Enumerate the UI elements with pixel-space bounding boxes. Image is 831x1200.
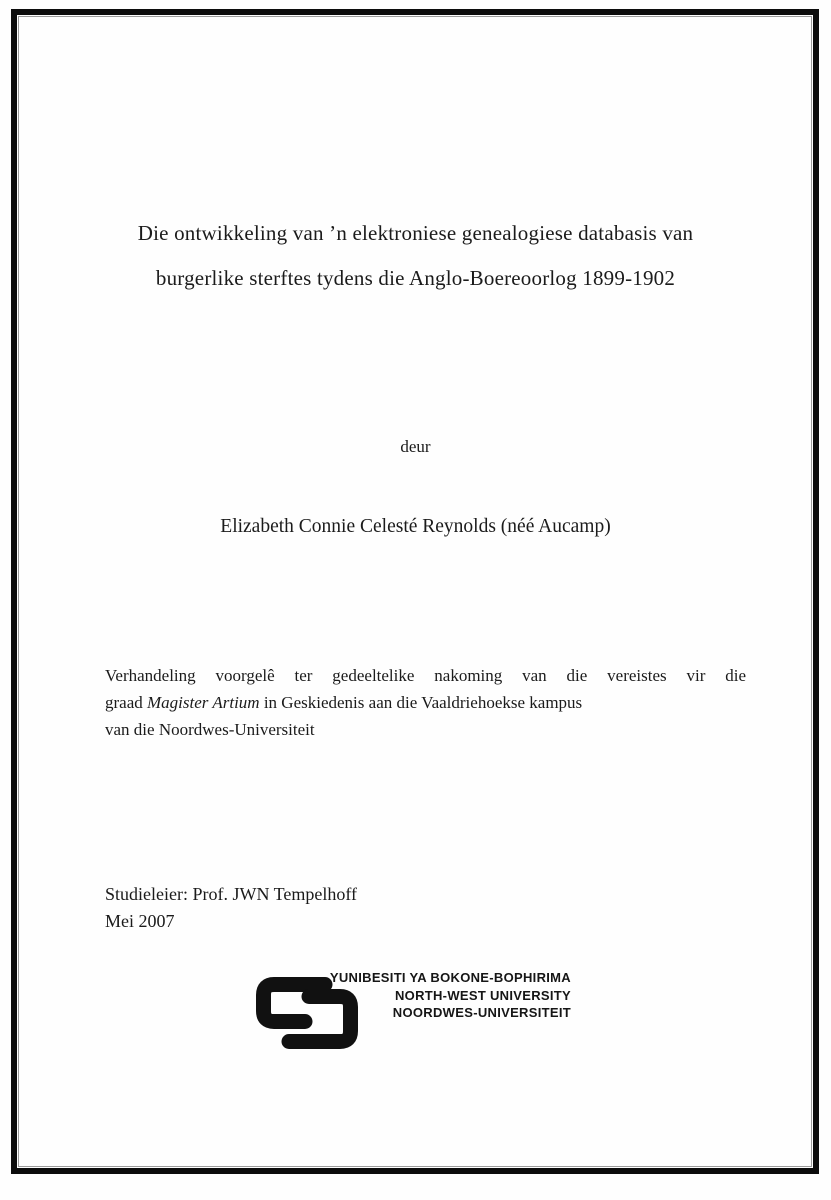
author-name: Elizabeth Connie Celesté Reynolds (néé Aucamp): [220, 516, 611, 537]
thesis-title: [0, 211, 831, 301]
date-line: Mei 2007: [105, 911, 175, 931]
supervisor-block: [105, 881, 357, 935]
degree-name-italic: Magister Artium: [147, 693, 260, 712]
university-name-setswana: YUNIBESITI YA BOKONE-BOPHIRIMA: [329, 970, 571, 985]
byline-deur: deur: [400, 437, 431, 456]
university-name-english: NORTH-WEST UNIVERSITY: [394, 987, 571, 1003]
degree-statement-line2-suffix: in Geskiedenis aan die Vaaldriehoekse kampus: [259, 693, 583, 712]
degree-statement-line3: van die Noordwes-Universiteit: [105, 720, 315, 739]
university-name-afrikaans: NOORDWES-UNIVERSITEIT: [392, 1005, 571, 1020]
supervisor-line: Studieleier: Prof. JWN Tempelhoff: [105, 884, 358, 904]
degree-statement-line2-prefix: graad: [105, 693, 148, 712]
degree-statement-line1: Verhandeling voorgelê ter gedeeltelike nakoming van die vereistes vir die: [105, 666, 746, 685]
thesis-title-line2: burgerlike sterftes tydens die Anglo-Boereoorlog 1899-1902: [155, 266, 676, 290]
degree-statement: [105, 662, 746, 743]
degree-statement-line2: [105, 689, 746, 716]
thesis-title-line1: Die ontwikkeling van ’n elektroniese genealogiese databasis van: [137, 221, 694, 245]
university-name-block: [330, 969, 571, 1022]
